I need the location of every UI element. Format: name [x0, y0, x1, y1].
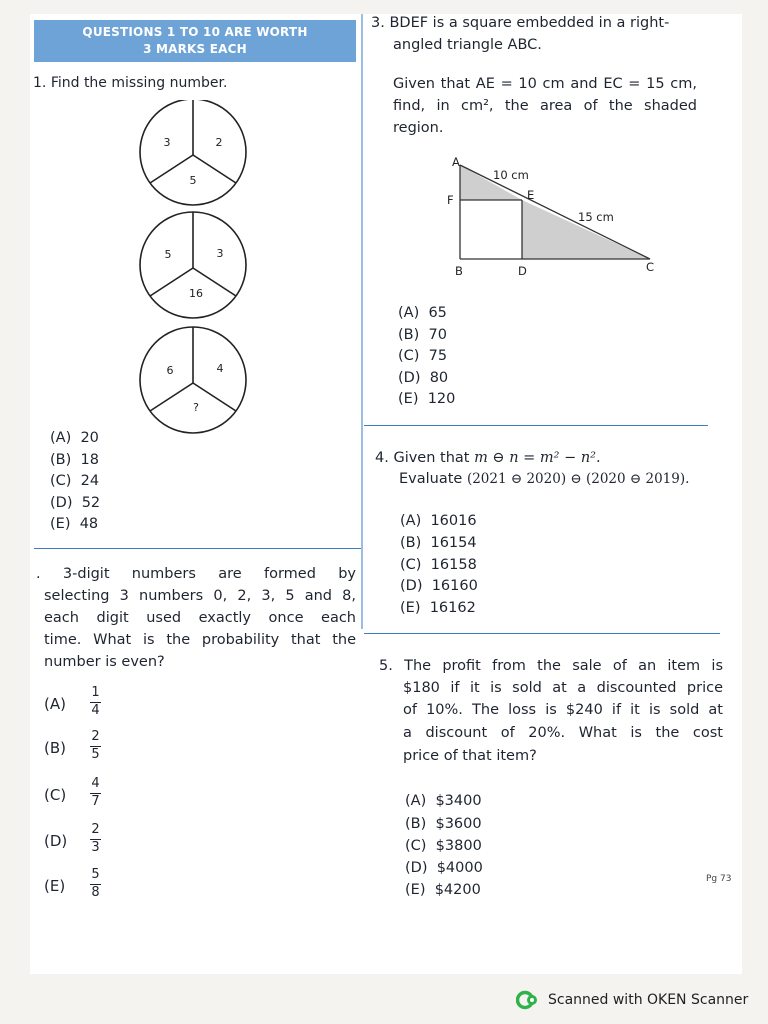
- q1-option-a[interactable]: [50, 428, 99, 450]
- option-value: 120: [427, 391, 456, 407]
- numerator: 2: [91, 729, 100, 744]
- q3-option-c[interactable]: [398, 346, 447, 368]
- option-value: 52: [81, 495, 101, 511]
- option-value: $4200: [434, 882, 481, 898]
- label-b: B: [455, 264, 463, 278]
- option-label: (D): [405, 860, 428, 876]
- option-label: (B): [50, 452, 72, 468]
- numerator: 2: [91, 822, 100, 837]
- wheel-3-bottom: ?: [193, 401, 199, 414]
- q1-option-b[interactable]: [50, 450, 99, 472]
- q5-option-c[interactable]: [405, 836, 482, 858]
- label-c: C: [646, 260, 655, 274]
- q4-option-b[interactable]: [400, 533, 477, 555]
- q2-line-2: selecting 3 numbers 0, 2, 3, 5 and 8,: [44, 588, 356, 604]
- q3-option-d[interactable]: [398, 368, 448, 390]
- q4-number: 4.: [375, 450, 389, 466]
- q4-line-2: [399, 469, 689, 491]
- column-divider: [361, 14, 363, 629]
- wheel-2-bottom: 16: [189, 287, 203, 300]
- option-label: (C): [400, 557, 422, 573]
- label-a: A: [452, 155, 460, 169]
- q5-line-4: a discount of 20%. What is the cost: [403, 725, 723, 741]
- option-label: (B): [44, 739, 66, 757]
- banner-line-1: QUESTIONS 1 TO 10 ARE WORTH: [82, 25, 308, 39]
- option-value: $3800: [435, 838, 482, 854]
- q3-given-1: Given that AE = 10 cm and EC = 15 cm,: [393, 76, 697, 92]
- scanner-watermark: [516, 990, 748, 1010]
- q4-divider: [364, 633, 720, 634]
- option-fraction: [90, 868, 101, 900]
- q3-given-2: find, in cm², the area of the shaded: [393, 98, 697, 114]
- q1-option-e[interactable]: [50, 514, 98, 536]
- q1-wheels-figure: [130, 100, 260, 445]
- option-value: 48: [79, 516, 99, 532]
- page-number: Pg 73: [706, 874, 732, 884]
- q1-text: Find the missing number.: [50, 75, 228, 91]
- q2-line-5: number is even?: [44, 654, 165, 670]
- option-label: (C): [405, 838, 427, 854]
- option-value: 16154: [430, 535, 477, 551]
- q5-line-1: [379, 656, 723, 678]
- option-value: 16158: [430, 557, 477, 573]
- q1-number: 1.: [33, 75, 47, 91]
- option-label: (E): [405, 882, 426, 898]
- option-label: (D): [400, 578, 423, 594]
- option-fraction: [90, 686, 101, 718]
- q4-expression: (2021 ⊖ 2020) ⊖ (2020 ⊖ 2019).: [466, 471, 690, 487]
- q3-divider: [364, 425, 708, 426]
- q2-line-4: time. What is the probability that the: [44, 632, 356, 648]
- wheel-3-right: 4: [216, 362, 224, 375]
- denominator: 3: [91, 840, 100, 856]
- scanner-text: Scanned with OKEN Scanner: [548, 992, 749, 1008]
- option-label: (A): [44, 695, 66, 713]
- q5-line-2: $180 if it is sold at a discounted price: [403, 680, 723, 696]
- denominator: 8: [91, 885, 100, 901]
- section-banner: [34, 20, 356, 62]
- option-value: 16162: [429, 600, 476, 616]
- numerator: 5: [91, 867, 100, 882]
- scanner-logo-icon: [516, 990, 540, 1010]
- q1-option-c[interactable]: [50, 471, 99, 493]
- option-label: (C): [50, 473, 72, 489]
- q3-triangle-figure: [440, 152, 670, 282]
- option-label: (D): [44, 832, 68, 850]
- q4-line-1: [375, 448, 601, 470]
- q3-line-1: [371, 13, 669, 35]
- option-label: (B): [405, 816, 427, 832]
- option-value: 16160: [431, 578, 478, 594]
- option-value: 65: [428, 305, 447, 321]
- q2-line-3: each digit used exactly once each: [44, 610, 356, 626]
- option-value: 18: [80, 452, 99, 468]
- q4-option-a[interactable]: [400, 511, 477, 533]
- q4-operator-definition: m ⊖ n = m² − n².: [474, 450, 601, 466]
- q1-question: [33, 73, 227, 95]
- wheel-1-right: 2: [215, 136, 223, 149]
- wheel-2-right: 3: [216, 247, 224, 260]
- option-label: (A): [398, 305, 420, 321]
- q1-option-d[interactable]: [50, 493, 100, 515]
- option-label: (D): [50, 495, 73, 511]
- denominator: 5: [91, 747, 100, 763]
- denominator: 7: [91, 794, 100, 810]
- option-label: (E): [398, 391, 419, 407]
- q5-number: 5.: [379, 658, 393, 674]
- q4-option-c[interactable]: [400, 555, 477, 577]
- option-label: (A): [405, 793, 427, 809]
- option-value: 80: [429, 370, 449, 386]
- wheel-1-bottom: 5: [189, 174, 197, 187]
- wheel-3-left: 6: [166, 364, 174, 377]
- q3-line-2: angled triangle ABC.: [393, 37, 542, 53]
- option-value: 20: [80, 430, 99, 446]
- option-label: (E): [400, 600, 421, 616]
- q5-option-b[interactable]: [405, 814, 482, 836]
- label-d: D: [518, 264, 527, 278]
- q5-line-5: price of that item?: [403, 748, 537, 764]
- option-value: 70: [428, 327, 447, 343]
- option-fraction: [90, 777, 101, 809]
- q5-option-a[interactable]: [405, 791, 482, 813]
- label-e: E: [527, 188, 535, 202]
- q5-option-e[interactable]: [405, 880, 481, 902]
- q3-number: 3.: [371, 15, 385, 31]
- option-value: 24: [80, 473, 100, 489]
- numerator: 1: [91, 685, 100, 700]
- option-value: $3600: [435, 816, 482, 832]
- q5-line-3: of 10%. The loss is $240 if it is sold at: [403, 702, 723, 718]
- q5-option-d[interactable]: [405, 858, 483, 880]
- option-value: $4000: [436, 860, 483, 876]
- q3-text-1: BDEF is a square embedded in a right-: [389, 15, 670, 31]
- option-value: 75: [428, 348, 448, 364]
- numerator: 4: [91, 776, 100, 791]
- option-label: (D): [398, 370, 421, 386]
- option-label: (E): [44, 877, 66, 895]
- wheel-1-left: 3: [163, 136, 171, 149]
- denominator: 4: [91, 703, 100, 719]
- q3-given-3: region.: [393, 120, 444, 136]
- option-label: (C): [398, 348, 420, 364]
- option-label: (A): [400, 513, 422, 529]
- option-label: (A): [50, 430, 72, 446]
- option-value: 16016: [430, 513, 477, 529]
- q3-option-e[interactable]: [398, 389, 455, 411]
- option-label: (B): [400, 535, 422, 551]
- label-f: F: [447, 193, 454, 207]
- banner-line-2: 3 MARKS EACH: [143, 42, 247, 56]
- option-fraction: [90, 730, 101, 762]
- option-label: (C): [44, 786, 67, 804]
- label-ec-length: 15 cm: [578, 210, 614, 224]
- q3-option-a[interactable]: [398, 303, 447, 325]
- option-value: $3400: [435, 793, 482, 809]
- q4-text-2: Evaluate: [399, 471, 463, 487]
- q4-option-d[interactable]: [400, 576, 478, 598]
- q1-divider: [34, 548, 361, 549]
- q4-option-e[interactable]: [400, 598, 476, 620]
- wheel-2-left: 5: [164, 248, 172, 261]
- option-label: (B): [398, 327, 420, 343]
- label-ae-length: 10 cm: [493, 168, 529, 182]
- option-label: (E): [50, 516, 71, 532]
- q3-option-b[interactable]: [398, 325, 447, 347]
- q5-text-1: The profit from the sale of an item is: [404, 658, 724, 674]
- q4-text-1: Given that: [393, 450, 470, 466]
- option-fraction: [90, 823, 101, 855]
- q2-line-1: . 3-digit numbers are formed by: [36, 566, 356, 582]
